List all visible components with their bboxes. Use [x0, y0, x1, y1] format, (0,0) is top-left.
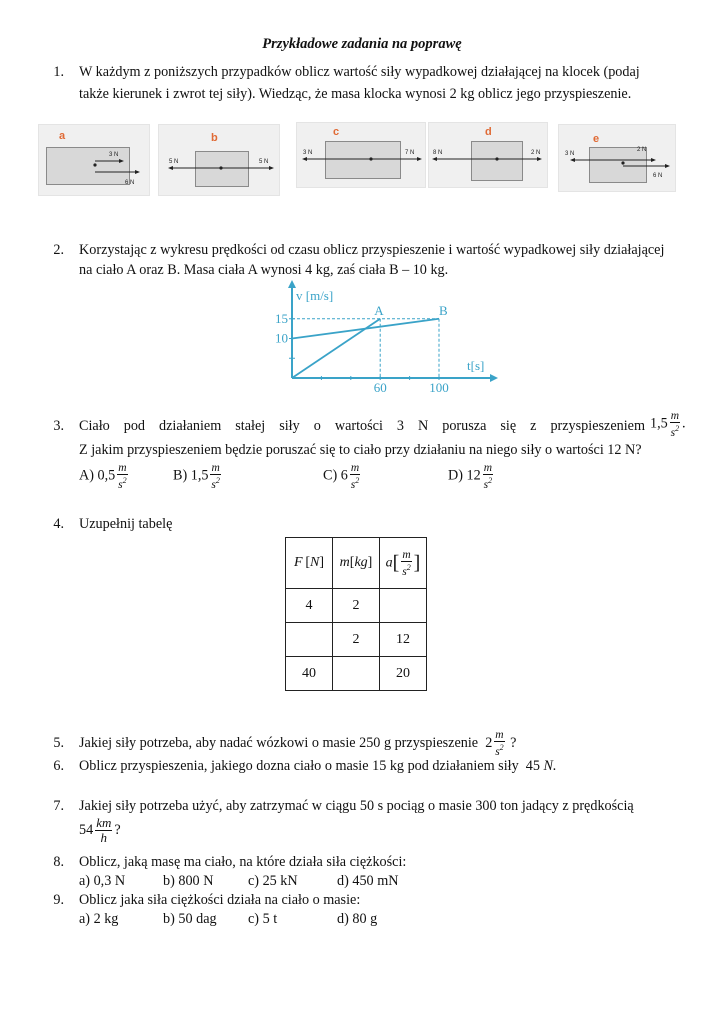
unit-m: m: [118, 462, 127, 474]
panel-c: [296, 122, 426, 188]
q3-option-d[interactable]: [448, 462, 495, 491]
q8-option-a: a) 0,3 N: [79, 873, 126, 889]
panel-e-force-2: 2 N: [637, 147, 647, 153]
q9-option-a: a) 2 kg: [79, 911, 119, 927]
q8-option-d: d) 450 mN: [337, 873, 399, 889]
unit-s: s: [350, 478, 356, 491]
q9-option-d: d) 80 g: [337, 911, 378, 927]
unit-s: s: [211, 478, 216, 491]
panel-a-force-1: 3 N: [109, 152, 119, 158]
panel-e-force-1: 3 N: [565, 151, 575, 157]
unit-s: s: [118, 478, 123, 491]
unit-m: m: [350, 462, 360, 474]
panel-b-label: b: [211, 132, 218, 144]
unit-m: m: [211, 462, 220, 474]
x-tick-label: 60: [373, 380, 387, 395]
x-tick-label: 100: [429, 380, 449, 395]
q4-text: Uzupełnij tabelę: [79, 516, 173, 532]
q5-value: 2: [485, 735, 493, 751]
unit-km: km: [96, 815, 112, 830]
header-m-symbol: m: [339, 555, 350, 570]
q5-number: 5.: [53, 735, 64, 751]
q1-line2: także kierunek i zwrot tej siły). Wiedząc, że masa klocka wynosi 2 kg oblicz jego przyspieszenie.: [79, 86, 632, 102]
panel-a-label: a: [59, 130, 66, 142]
q7-speed: [79, 816, 121, 845]
panel-e: [558, 124, 676, 192]
q6-text-main: Oblicz przyspieszenia, jakiego dozna ciało o masie 15 kg pod działaniem siły: [79, 758, 519, 774]
q9-option-c: c) 5 t: [248, 911, 278, 927]
unit-s: s: [402, 565, 407, 578]
q3-accel-value: 1,5: [650, 415, 668, 432]
unit-m: m: [670, 410, 680, 422]
panel-e-label: e: [593, 133, 600, 145]
q9-number: 9.: [53, 892, 64, 908]
series-label-a: A: [374, 302, 384, 318]
q6-text: [79, 756, 557, 776]
page-title: Przykładowe zadania na poprawę: [262, 36, 462, 52]
q3-line1: Ciało pod działaniem stałej siły o wartości 3 N porusza się z przyspieszeniem: [79, 418, 645, 434]
q4-number: 4.: [53, 516, 64, 532]
option-letter: D): [448, 467, 463, 484]
option-letter: A): [79, 467, 94, 484]
header-a-symbol: a: [385, 555, 393, 571]
panel-b: [158, 124, 280, 196]
unit-s: s: [483, 478, 489, 491]
table-cell: 2: [333, 623, 380, 657]
table-cell: 12: [380, 623, 427, 657]
y-axis-label: v [m/s]: [296, 288, 334, 303]
q8-number: 8.: [53, 854, 64, 870]
option-letter: B): [173, 467, 188, 484]
q3-option-c[interactable]: [323, 462, 362, 491]
unit-m: m: [402, 548, 411, 561]
q3-option-b[interactable]: [173, 462, 223, 491]
panel-d-force-1: 8 N: [433, 150, 443, 156]
panel-d: [428, 122, 548, 188]
panel-b-force-1: 5 N: [169, 159, 179, 165]
q6-number: 6.: [53, 758, 64, 774]
q3-line2: Z jakim przyspieszeniem będzie poruszać się to ciało przy działaniu na niego siły o wartości 12 N?: [79, 442, 642, 458]
header-F-unit: N: [310, 555, 320, 570]
unit-sq: 2: [406, 562, 411, 572]
q7-value: 54: [79, 821, 94, 838]
unit-s: s: [670, 426, 676, 439]
panel-d-label: d: [485, 126, 492, 138]
q7-number: 7.: [53, 798, 64, 814]
table-row: [286, 623, 427, 657]
table-cell: 20: [380, 657, 427, 691]
y-tick-label: 15: [275, 310, 288, 326]
option-letter: C): [323, 467, 338, 484]
panel-b-force-2: 5 N: [259, 159, 269, 165]
table-row: [286, 589, 427, 623]
q2-number: 2.: [53, 242, 64, 258]
unit-sq: 2: [488, 476, 493, 485]
panel-d-arrows: [429, 123, 547, 187]
header-F: F [N]: [286, 538, 333, 589]
q1-number: 1.: [53, 64, 64, 80]
table-cell: 4: [286, 589, 333, 623]
q8-option-c: c) 25 kN: [248, 873, 298, 889]
q5-end: ?: [510, 735, 517, 751]
table-row: [286, 657, 427, 691]
y-tick-label: 10: [275, 330, 288, 346]
option-value: 0,5: [97, 467, 116, 484]
unit-sq: 2: [122, 476, 127, 485]
q2-line1: Korzystając z wykresu prędkości od czasu oblicz przyspieszenie i wartość wypadkowej siły działającej: [79, 242, 665, 258]
series-label-b: B: [439, 302, 448, 318]
table-cell: [333, 657, 380, 691]
q8-option-b: b) 800 N: [163, 873, 214, 889]
q3-accel: 1,5 $\frac{m}{s^2}$ .: [650, 410, 686, 439]
panel-c-force-1: 3 N: [303, 150, 313, 156]
q3-option-a[interactable]: [79, 462, 130, 491]
q8-text: Oblicz, jaką masę ma ciało, na które działa siła ciężkości:: [79, 854, 407, 870]
table-cell: [380, 589, 427, 623]
table-cell: 2: [333, 589, 380, 623]
panel-c-label: c: [333, 126, 340, 138]
q1-line1: W każdym z poniższych przypadków oblicz wartość siły wypadkowej działającej na klocek (podaj: [79, 64, 640, 80]
header-m: m[kg]: [333, 538, 380, 589]
panel-a-force-2: 6 N: [125, 180, 135, 186]
q7-text: Jakiej siły potrzeba użyć, aby zatrzymać w ciągu 50 s pociąg o masie 300 ton jadący z prędkością: [79, 798, 634, 814]
force-table: [285, 537, 427, 691]
q5-text-main: Jakiej siły potrzeba, aby nadać wózkowi o masie 250 g przyspieszenie: [79, 735, 479, 751]
option-value: 12: [466, 467, 481, 484]
panel-a: [38, 124, 150, 196]
q3-number: 3.: [53, 418, 64, 434]
q6-unit: N.: [543, 758, 557, 774]
unit-sq: 2: [675, 424, 680, 433]
unit-sq: 2: [215, 476, 220, 485]
panel-c-force-2: 7 N: [405, 150, 415, 156]
unit-m: m: [483, 462, 493, 474]
table-cell: 40: [286, 657, 333, 691]
panel-d-force-2: 2 N: [531, 150, 541, 156]
unit-sq: 2: [355, 476, 360, 485]
unit-s: s: [495, 746, 500, 759]
panel-e-force-3: 6 N: [653, 173, 663, 179]
unit-sq: 2: [499, 743, 504, 753]
q2-line2: na ciało A oraz B. Masa ciała A wynosi 4 kg, zaś ciała B – 10 kg.: [79, 262, 449, 278]
header-a: a[ $\frac{m}{s^2}$ ]: [380, 538, 427, 589]
header-m-unit: kg: [354, 555, 368, 570]
q7-end: ?: [114, 821, 121, 838]
table-cell: [286, 623, 333, 657]
header-F-symbol: F: [293, 555, 303, 570]
option-value: 6: [340, 467, 348, 484]
x-axis-label: t[s]: [467, 358, 485, 373]
table-header-row: [286, 538, 427, 589]
velocity-chart: [262, 278, 502, 398]
q6-value: 45: [525, 758, 540, 774]
option-value: 1,5: [190, 467, 209, 484]
q9-option-b: b) 50 dag: [163, 911, 217, 927]
q9-text: Oblicz jaka siła ciężkości działa na ciało o masie:: [79, 892, 361, 908]
panel-e-arrows: [559, 125, 675, 191]
unit-m: m: [495, 729, 504, 742]
unit-h: h: [100, 830, 108, 845]
